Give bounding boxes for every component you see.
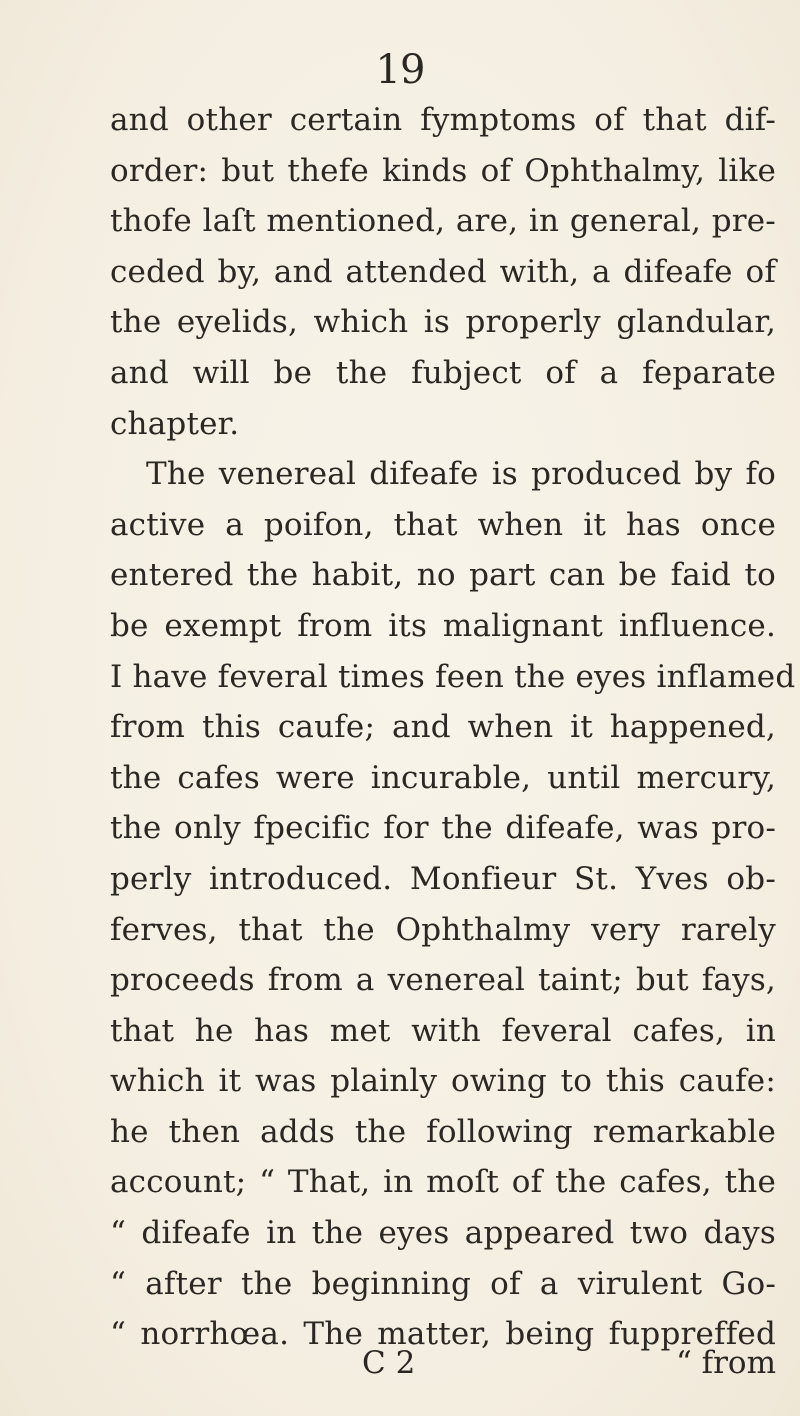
text-line: be exempt from its malignant influence. [110,607,776,644]
catchword: “ from [675,1345,776,1381]
text-line: active a poifon, that when it has once [110,506,776,543]
text-line: and other certain fymptoms of that dif- [110,102,776,138]
text-line: he then adds the following remarkable [110,1113,776,1150]
text-line: chapter. [110,405,240,442]
text-line: which it was plainly owing to this caufe: [110,1063,776,1100]
text-line: “ after the beginning of a virulent Go- [110,1265,776,1302]
text-line: ceded by, and attended with, a difeafe of [110,253,776,290]
text-line: “ difeafe in the eyes appeared two days [110,1215,776,1252]
text-line: The venereal difeafe is produced by fo [146,456,776,493]
text-line: “ norrhœa. The matter, being fuppreffed [110,1316,776,1353]
text-line: that he has met with feveral cafes, in [110,1012,776,1049]
body-text [110,95,796,1360]
signature-mark: C 2 [362,1345,416,1381]
page-footer [110,1338,776,1388]
text-line: the only fpecific for the difeafe, was pro- [110,810,776,847]
text-line: ferves, that the Ophthalmy very rarely [110,911,776,948]
text-line: thofe laſt mentioned, are, in general, pre- [110,203,776,240]
text-line: entered the habit, no part can be faid to [110,557,776,594]
text-line: order: but thefe kinds of Ophthalmy, like [110,152,776,189]
text-line: I have feveral times feen the eyes inflamed [110,658,796,695]
text-line: the eyelids, which is properly glandular, [110,304,776,341]
text-line: proceeds from a venereal taint; but fays, [110,962,776,999]
page-number: 19 [375,47,425,93]
text-line: account; “ That, in moſt of the cafes, the [110,1164,776,1201]
text-line: and will be the fubject of a feparate [110,354,776,391]
text-line: the cafes were incurable, until mercury, [110,759,776,796]
text-line: perly introduced. Monfieur St. Yves ob- [110,860,776,897]
text-line: from this caufe; and when it happened, [110,709,776,746]
